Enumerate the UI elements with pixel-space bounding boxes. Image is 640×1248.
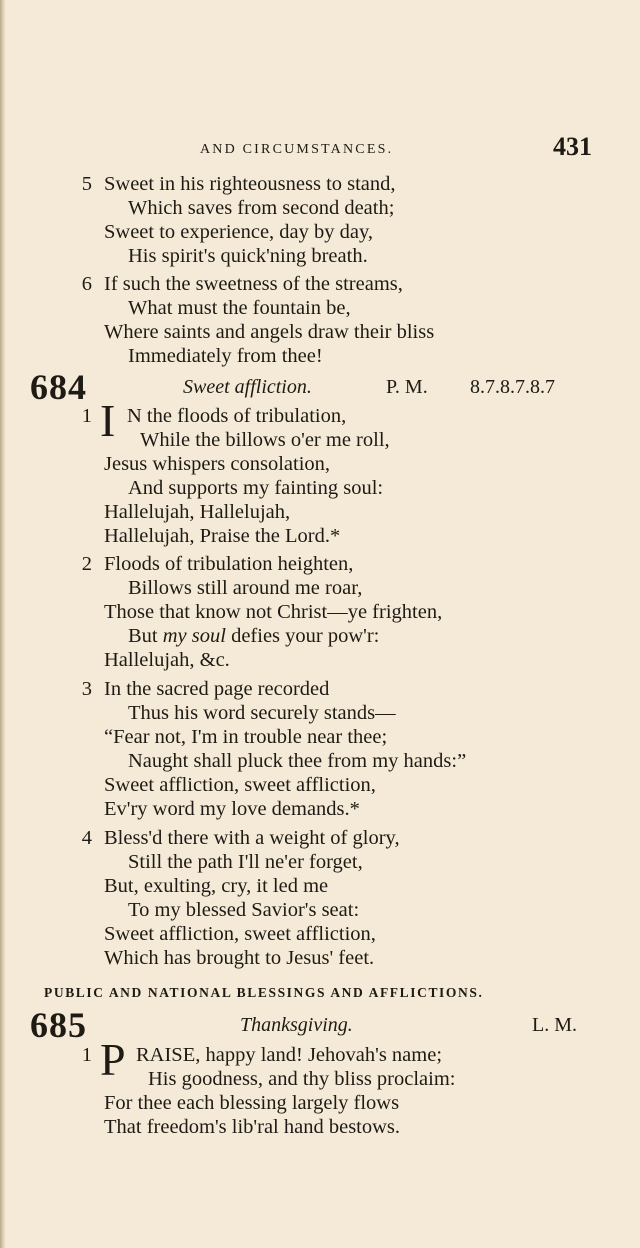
hymn-684-heading [0,367,640,407]
verse-number: 1 [81,405,92,427]
running-head: AND CIRCUMSTANCES. [200,142,394,157]
verse-line [0,648,640,673]
verse-text: While the billows o'er me roll, [140,429,390,451]
verse-text: Naught shall pluck thee from my hands:” [128,750,467,772]
verse-line [0,797,640,822]
verse-text-part: defies your pow'r: [225,625,380,647]
page-number: 431 [553,132,592,161]
verse-line [0,428,640,453]
verse-number: 2 [81,553,92,575]
verse-line [0,850,640,875]
verse-text: N the floods of tribulation, [127,405,347,427]
verse-line [0,500,640,525]
verse-number: 4 [81,827,92,849]
verse-line [0,524,640,549]
verse-line [0,701,640,726]
verse-text: Jesus whispers consolation, [104,453,331,475]
verse-line [0,749,640,774]
verse-text: Which saves from second death; [128,197,395,219]
hymn-number: 684 [30,367,87,407]
verse-text: His goodness, and thy bliss proclaim: [148,1068,456,1090]
verse-number: 3 [81,678,92,700]
verse-line [0,244,640,269]
verse-line [0,826,640,851]
verse-number: 5 [81,173,92,195]
verse-text: Thus his word securely stands— [128,702,396,724]
italic-emphasis: my soul [162,625,226,647]
verse-line [0,452,640,477]
verse-text: But, exulting, cry, it led me [104,875,329,897]
verse-line [0,1115,640,1140]
verse-text: If such the sweetness of the streams, [104,273,403,295]
verse-text: What must the fountain be, [128,297,351,319]
verse-line [0,922,640,947]
verse-line [0,677,640,702]
hymn-title: Thanksgiving. [240,1014,353,1036]
verse-line [0,272,640,297]
page-header [0,132,640,166]
verse-text: Bless'd there with a weight of glory, [104,827,400,849]
verse-text: Those that know not Christ—ye frighten, [104,601,443,623]
verse-text: Billows still around me roar, [128,577,363,599]
drop-cap: P [100,1034,126,1085]
drop-cap: I [100,395,116,446]
verse-text: Hallelujah, &c. [104,649,230,671]
verse-line [0,552,640,577]
verse-text: Sweet to experience, day by day, [104,221,374,243]
verse-line [0,874,640,899]
verse-line [0,725,640,750]
verse-number: 6 [81,273,92,295]
verse-text: Which has brought to Jesus' feet. [104,947,375,969]
verse-line [0,946,640,971]
hymn-title: Sweet affliction. [183,376,312,398]
verse-line [0,172,640,197]
hymn-meter: L. M. [532,1014,577,1036]
verse-text [128,624,379,649]
verse-line [0,898,640,923]
hymn-meter-label: P. M. [386,376,428,398]
verse-text: His spirit's quick'ning breath. [128,245,368,267]
verse-line [0,296,640,321]
hymn-meter: 8.7.8.7.8.7 [470,376,555,398]
verse-text: Sweet affliction, sweet affliction, [104,774,376,796]
verse-text: And supports my fainting soul: [128,477,384,499]
verse-text: To my blessed Savior's seat: [128,899,360,921]
verse-line [0,624,640,649]
verse-text: For thee each blessing largely flows [104,1092,400,1114]
verse-line [0,600,640,625]
verse-number: 1 [81,1044,92,1066]
verse-text: Hallelujah, Hallelujah, [104,501,291,523]
verse-text: Hallelujah, Praise the Lord.* [104,525,341,547]
verse-line [0,476,640,501]
verse-line [0,1091,640,1116]
verse-text: Ev'ry word my love demands.* [104,798,360,820]
verse-line [0,344,640,369]
verse-line [0,196,640,221]
verse-text: RAISE, happy land! Jehovah's name; [136,1044,443,1066]
verse-line [0,320,640,345]
hymn-685-heading [0,1005,640,1045]
verse-text: That freedom's lib'ral hand bestows. [104,1116,401,1138]
hymn-number: 685 [30,1005,87,1045]
verse-text: Still the path I'll ne'er forget, [128,851,363,873]
verse-text: In the sacred page recorded [104,678,330,700]
section-heading: PUBLIC AND NATIONAL BLESSINGS AND AFFLICTIONS. [44,985,484,1000]
verse-line [0,220,640,245]
verse-text: Sweet in his righteousness to stand, [104,173,396,195]
verse-line [0,773,640,798]
verse-text-part: But [128,625,163,647]
verse-text: Floods of tribulation heighten, [104,553,354,575]
verse-text: Where saints and angels draw their bliss [104,321,435,343]
verse-text: Immediately from thee! [128,345,323,367]
verse-text: Sweet affliction, sweet affliction, [104,923,376,945]
verse-text: “Fear not, I'm in trouble near thee; [104,726,388,748]
verse-line [0,1067,640,1092]
verse-line [0,576,640,601]
